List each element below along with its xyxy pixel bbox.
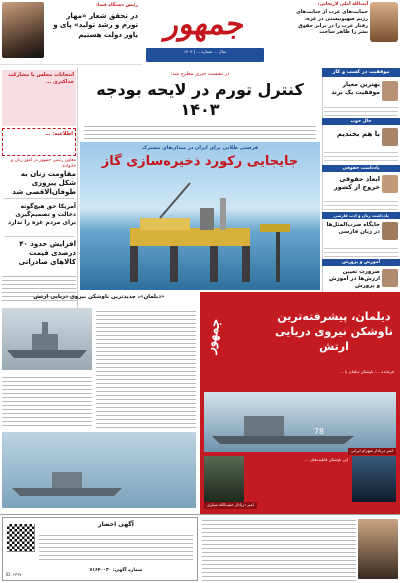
ad-body <box>39 532 193 562</box>
right-item-5-headline: ضرورت تعیین ارزش‌ها در آموزش و پرورش <box>329 269 380 290</box>
body-lines <box>324 149 398 161</box>
navy-logo: جمهور <box>203 317 224 355</box>
right-item-3 <box>322 172 400 212</box>
divider <box>4 198 74 199</box>
body-lines <box>324 104 398 116</box>
navy-body-left <box>2 374 92 428</box>
navy-body: فرمانده ...: ناوشکن دیلمان با ... <box>339 369 394 374</box>
lead-kicker: در نشست خبری مطرح شد: <box>170 71 230 77</box>
top-left-headline: در تحقق شعار «مهار تورم و رشد تولید» پای و یاور دولت هستیم <box>53 12 138 39</box>
right-item-1-headline: بهترین معیار موفقیت یک برند <box>331 81 380 96</box>
platform-illustration <box>100 178 300 282</box>
ad-box <box>2 517 198 581</box>
bottom-portrait <box>358 519 398 579</box>
commander-photo-left <box>204 456 244 502</box>
navy-quote: این ناوشکن قابلیت‌های ... <box>305 457 348 462</box>
left-line-3: معاون رئیس جمهور در امور زنان و خانواده: <box>10 158 76 169</box>
left-box-2 <box>2 128 76 156</box>
lead-headline: کنترل تورم در لایحه بودجه ۱۴۰۳ <box>96 79 304 119</box>
right-item-3-headline: ابعاد حقوقی خروج از کشور <box>333 175 380 192</box>
second-commander-tag: امیر دریادار حبیب‌الله سیاری <box>204 502 257 509</box>
bottom-article <box>202 517 356 581</box>
navy-left-block <box>0 302 198 512</box>
logo-text: جمهور <box>162 7 248 42</box>
left-line-1: انتخابات مجلس با مشارکت حداکثری ... <box>8 72 74 85</box>
bottom-section <box>0 514 400 583</box>
svg-text:78: 78 <box>313 427 324 436</box>
masthead-date: سال ... شماره ... | ۱۴۰۳ <box>183 49 227 54</box>
right-item-4 <box>322 219 400 259</box>
navy-body-right <box>96 308 196 428</box>
right-column <box>322 68 400 300</box>
left-line-4: مقاومت زنان به شکل پیروزی طوفان‌الاقصی شد <box>12 170 76 196</box>
top-right-kicker: آیت‌الله آملی لاریجانی: <box>317 2 368 7</box>
right-section-5: آموزش و پرورش <box>322 259 400 266</box>
gas-story <box>80 142 320 290</box>
author-photo <box>382 222 398 240</box>
gas-kicker: فرصتی طلایی برای ایران در میدان‌های مشترک <box>141 145 258 151</box>
commander-photo-right <box>352 456 396 502</box>
navy-feature <box>200 292 400 514</box>
body-lines <box>324 198 398 210</box>
author-photo <box>382 81 398 101</box>
top-right-headline: حمایت‌های غرب از جنایت‌های رژیم صهیونیستی در غزه، رفتار غرب را در برابر حقوق بشر را ظاهر ساخت <box>296 9 368 36</box>
right-section-3: یادداشت حقوقی <box>322 165 400 172</box>
top-right-portrait <box>290 0 400 58</box>
navy-caption-text: «دیلمان»، جدیدترین ناوشکن نیروی دریایی ارتش <box>33 294 165 300</box>
lead-story <box>80 70 320 140</box>
ad-phone: شماره آگهی: ۷۱۶۴۰۰۳۰ <box>89 568 143 573</box>
gas-headline: جایجایی رکورد ذخیره‌سازی گاز <box>101 154 299 169</box>
left-box-1 <box>2 70 76 126</box>
author-photo <box>382 128 398 146</box>
masthead-logo <box>150 3 260 49</box>
footer-left: ۴۳۳۷۰ :ID <box>6 572 24 577</box>
author-photo <box>382 175 398 193</box>
navy-headline: دیلمان، پیشرفته‌ترین ناوشکن نیروی دریایی ارتش <box>275 310 393 353</box>
navy-ship-photo <box>204 392 396 452</box>
left-column <box>0 68 78 308</box>
right-column-header: موفقیت در کسب و کار <box>322 68 400 77</box>
frigate-photo <box>2 308 92 370</box>
left-line-5: آمریکا حق هیچ‌گونه دخالت و تصمیم‌گیری برای مردم غزه را ندارد <box>7 203 76 226</box>
right-section-4: یادداشت زبان و ادب فارسی <box>322 212 400 219</box>
right-item-1 <box>322 78 400 118</box>
top-left-kicker: رئیس دستگاه قضا: <box>95 3 138 8</box>
qr-code <box>7 524 35 552</box>
masthead <box>0 0 400 68</box>
body-lines <box>324 245 398 257</box>
ad-title: آگهی احضار <box>98 521 134 528</box>
left-line-6: افزایش حدود ۴۰ درصدی قیمت کالاهای صادراتی <box>18 240 76 267</box>
bottom-ships-photo <box>2 432 196 508</box>
top-left-portrait <box>0 0 142 65</box>
portrait-photo-left <box>2 2 44 58</box>
left-line-2: اطلاعیه: ... <box>44 131 73 137</box>
right-item-4-headline: جایگاه ضرب‌المثل‌ها در زبان فارسی <box>326 222 380 236</box>
divider <box>4 236 74 237</box>
portrait-photo <box>370 2 398 42</box>
navy-caption <box>0 292 198 302</box>
author-photo <box>382 269 398 287</box>
commander-tag: امیر دریادار شهرام ایرانی <box>348 448 396 455</box>
right-item-2-headline: با هم بخندیم <box>336 130 380 138</box>
right-item-2 <box>322 125 400 165</box>
right-section-2: حال خوب <box>322 118 400 125</box>
